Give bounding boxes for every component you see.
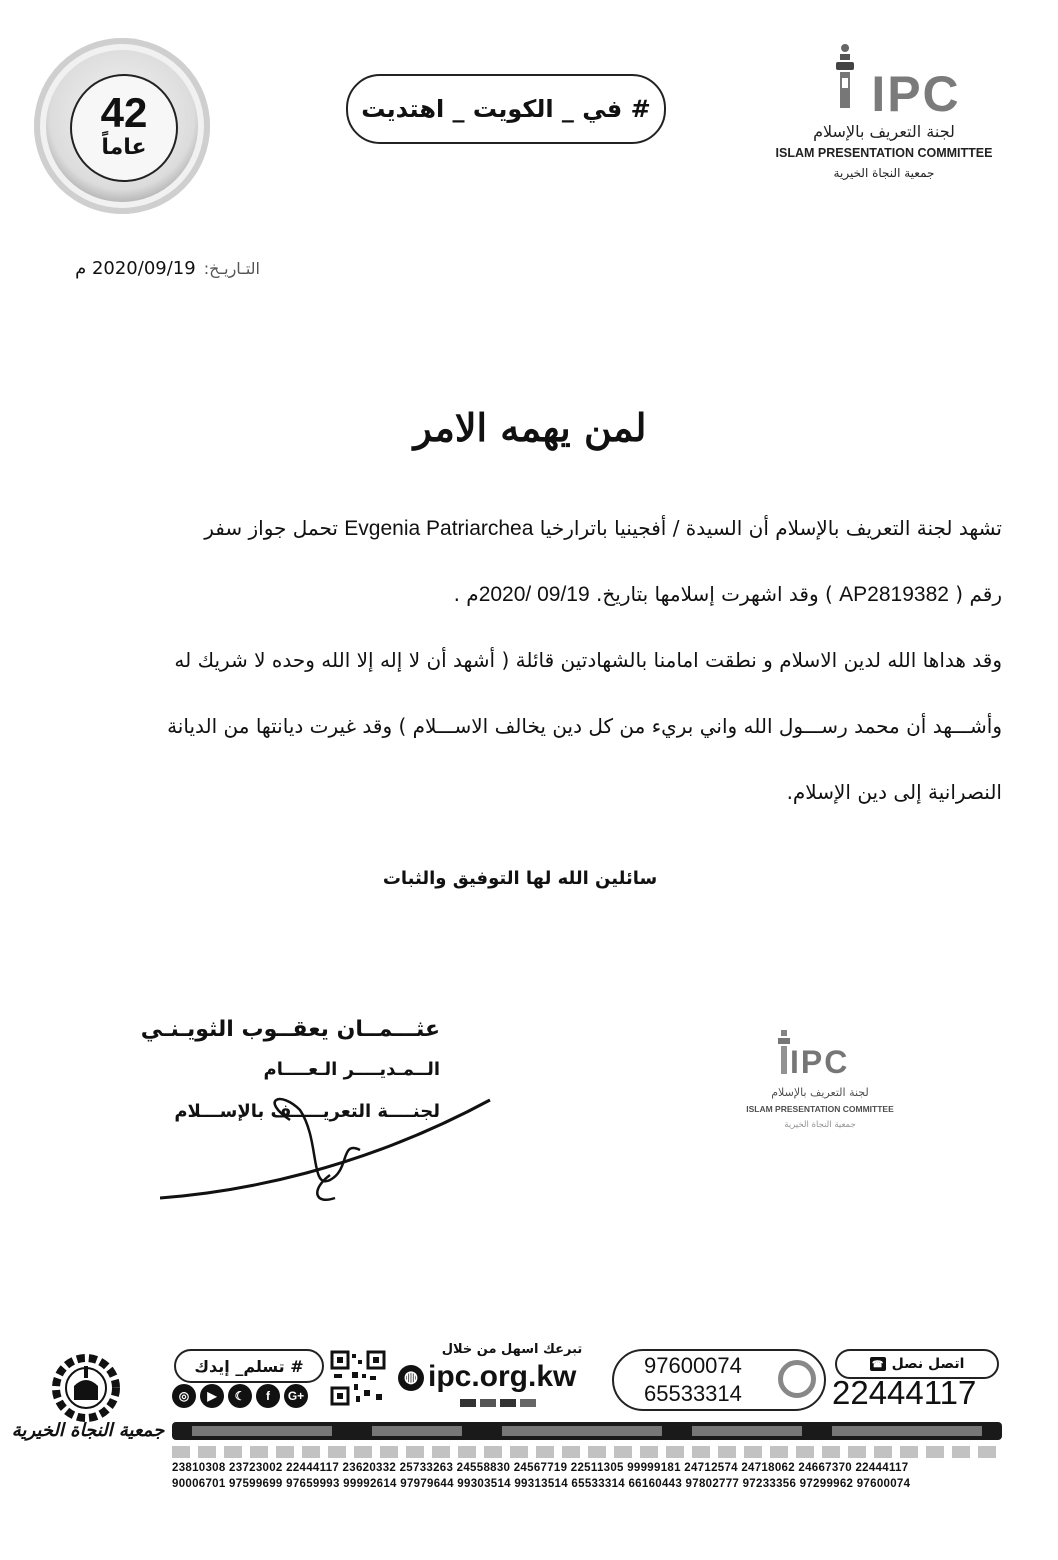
letter-line-3: وقد هداها الله لدين الاسلام و نطقت امامنا بالشهادتين قائلة ( أشهد أن لا إله إلا الله وحده لا شريك له	[174, 648, 1002, 672]
letter-line-2: رقم ( AP2819382 ) وقد اشهرت إسلامها بتاريخ. 2020/ 09/19م .	[453, 582, 1002, 606]
google-plus-icon[interactable]: G+	[284, 1384, 308, 1408]
stamp-wordmark: IPC	[790, 1044, 850, 1080]
phone-1[interactable]: 97600074	[644, 1353, 742, 1378]
signatory-title: الــمـديــــر الـعــــام	[263, 1059, 440, 1080]
qr-code-icon[interactable]	[330, 1350, 386, 1406]
globe-icon: ◍	[398, 1365, 424, 1391]
letter-body	[62, 508, 1002, 838]
footer-hashtag: # تسلم_ إيدك	[174, 1349, 324, 1383]
official-stamp	[720, 1030, 930, 1140]
branch-numbers-row-1: 23810308 23723002 22444117 23620332 25733263 24558830 24567719 22511305 99999181 24712574 24718062 24667370 22444117	[172, 1462, 909, 1474]
date-label: التـاريـخ:	[203, 259, 260, 278]
badge-word: عاماً	[101, 135, 147, 160]
circle-logo-icon	[778, 1360, 816, 1398]
conversion-date: 2020/ 09/19	[478, 583, 590, 606]
stamp-parent-org: جمعية النجاة الخيرية	[784, 1120, 856, 1130]
gear-mosque-icon	[48, 1352, 124, 1422]
handwritten-signature	[160, 1080, 500, 1210]
branch-numbers-row-2: 90006701 97599699 97659993 99992614 97979644 99303514 99313514 65533314 66160443 97802777 97233356 97299962 97600074	[172, 1478, 911, 1490]
badge-center	[70, 74, 178, 182]
passport-number: AP2819382	[839, 583, 949, 606]
closing-line: سائلين الله لها التوفيق والثبات	[382, 868, 658, 889]
letter-line-1: تشهد لجنة التعريف بالإسلام أن السيدة / أفجينيا باترارخيا Evgenia Patriarchea تحمل جواز سفر	[204, 516, 1002, 540]
footer-org-name: جمعية النجاة الخيرية	[11, 1420, 165, 1441]
anniversary-badge	[34, 38, 210, 214]
date-value: 2020/09/19 م	[75, 258, 196, 279]
website-link[interactable]	[398, 1360, 608, 1394]
letter-line-4: وأشـــهد أن محمد رســـول الله واني بريء من كل دين يخالف الاســـلام ) وقد غيرت ديانتها من الديانة	[167, 714, 1002, 738]
facebook-icon[interactable]: f	[256, 1384, 280, 1408]
signatory-org: لجنــــة التعريـــــف بالإســـلام	[174, 1101, 440, 1122]
salutation: لمن يهمه الامر	[413, 405, 647, 450]
logo-wordmark: IPC	[871, 66, 961, 122]
donate-label: تبرعك اسهل من خلال	[441, 1342, 583, 1357]
youtube-icon[interactable]: ▶	[200, 1384, 224, 1408]
logo-parent-org: جمعية النجاة الخيرية	[833, 166, 935, 180]
logo-arabic-name: لجنة التعريف بالإسلام	[813, 122, 955, 141]
instagram-icon[interactable]: ◎	[172, 1384, 196, 1408]
minaret-icon	[832, 44, 858, 110]
footer-bar	[172, 1422, 1002, 1440]
phone-icon: ☎	[870, 1357, 886, 1371]
date-line	[60, 258, 260, 279]
ipc-logo	[770, 40, 1010, 190]
signatory-name: عثـــمــان يعقــوب الثويـنـي	[140, 1017, 440, 1042]
website-text: ipc.org.kw	[428, 1360, 577, 1393]
social-icons	[172, 1384, 320, 1414]
hashtag-pill: # في _ الكويت _ اهتديت	[346, 74, 666, 144]
letter-line-5: النصرانية إلى دين الإسلام.	[786, 780, 1002, 804]
phone-2[interactable]: 65533314	[644, 1381, 742, 1406]
snapchat-icon[interactable]: ☾	[228, 1384, 252, 1408]
logo-english-name: ISLAM PRESENTATION COMMITTEE	[775, 146, 993, 160]
footer-org-logo	[8, 1350, 168, 1480]
payment-icons	[460, 1398, 540, 1408]
contact-label: اتصل نصل	[891, 1356, 965, 1372]
person-name: Evgenia Patriarchea	[344, 517, 534, 540]
stamp-english-name: ISLAM PRESENTATION COMMITTEE	[746, 1104, 894, 1114]
branch-names-row	[172, 1446, 1002, 1458]
stamp-arabic-name: لجنة التعريف بالإسلام	[771, 1086, 869, 1099]
hotline-number[interactable]: 22444117	[832, 1374, 977, 1411]
badge-number: 42	[100, 89, 148, 136]
